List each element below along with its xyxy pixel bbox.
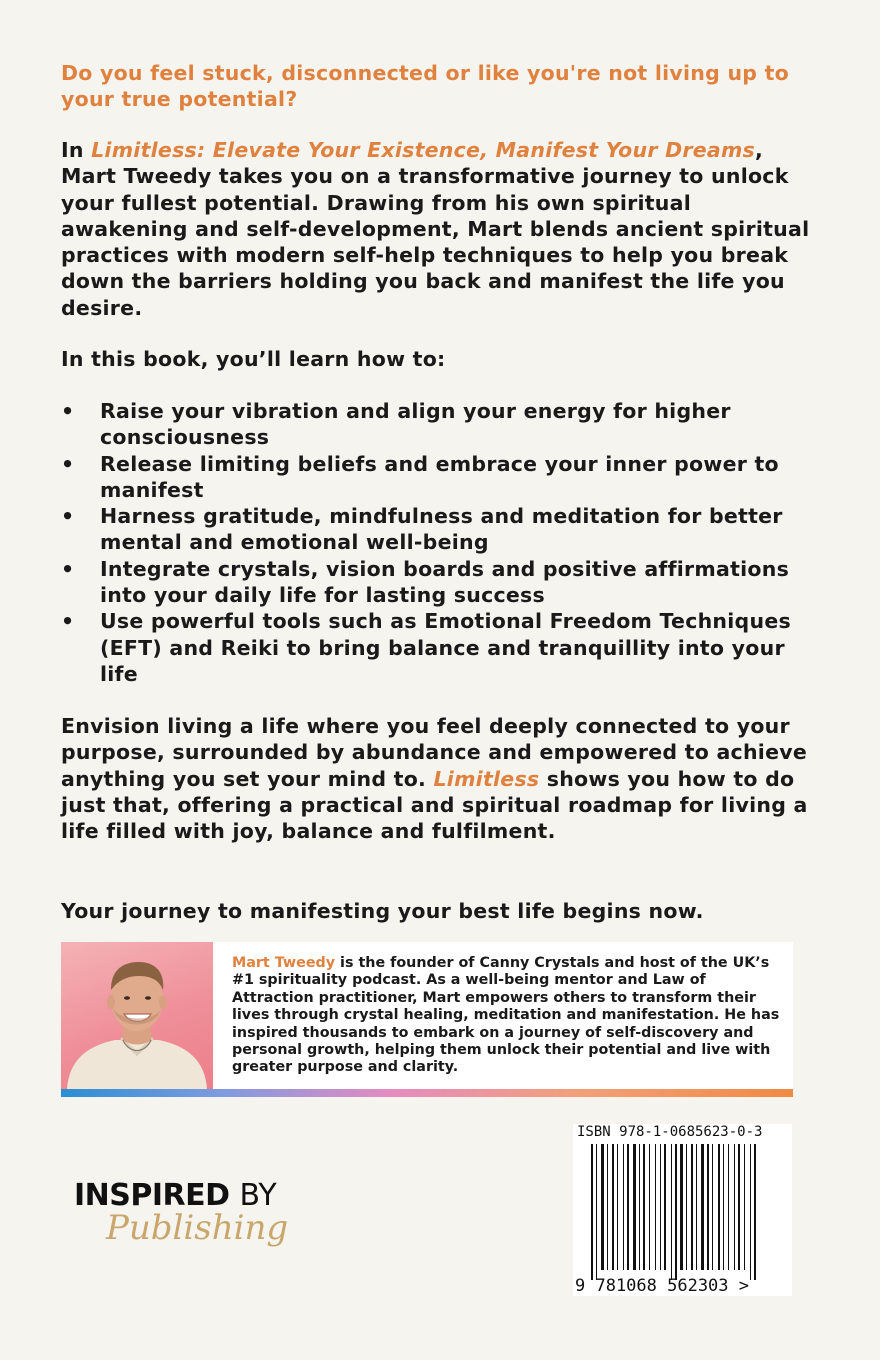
author-portrait-icon [61, 942, 213, 1089]
book-title: Limitless: Elevate Your Existence, Manifest Your Dreams [91, 138, 756, 162]
list-item-text: Harness gratitude, mindfulness and meditation for better mental and emotional well-being [100, 504, 783, 555]
barcode-icon [573, 1144, 792, 1280]
barcode-box [573, 1124, 792, 1296]
author-photo [61, 942, 213, 1089]
intro-lead: In [61, 138, 92, 162]
learn-intro: In this book, you’ll learn how to: [61, 347, 446, 371]
list-item [61, 398, 821, 451]
bullet-icon: • [61, 451, 75, 476]
author-box [61, 942, 793, 1097]
bullet-icon: • [61, 556, 75, 581]
publisher-line1-suffix: BY [239, 1178, 277, 1213]
isbn-label: ISBN 978-1-0685623-0-3 [577, 1124, 763, 1140]
bullet-icon: • [61, 609, 75, 634]
list-item [61, 556, 821, 609]
headline: Do you feel stuck, disconnected or like you're not living up to your true potential? [61, 61, 789, 112]
publisher-script: Publishing [106, 1208, 289, 1248]
intro-body: , Mart Tweedy takes you on a transformative journey to unlock your fullest potential. Drawing from his own spiritual awakening and self-development, Mart blends ancient spiritual practices with modern self-help techniques to help you break down the barriers holding you back and manifest the life you desire. [61, 138, 810, 320]
publisher-logo [74, 1178, 314, 1268]
author-bio-text: is the founder of Canny Crystals and host of the UK’s #1 spirituality podcast. As a well-being mentor and Law of Attraction practitioner, Mart empowers others to transform their lives through crystal healing, meditation and manifestation. He has inspired thousands to embark on a journey of self-discovery and personal growth, helping them unlock their potential and live with greater purpose and clarity. [232, 955, 780, 1076]
isbn-digits: 9 781068 562303 > [575, 1276, 749, 1296]
list-item-text: Use powerful tools such as Emotional Freedom Techniques (EFT) and Reiki to bring balance and tranquillity into your life [100, 609, 791, 686]
gradient-bar [61, 1089, 793, 1097]
list-item-text: Integrate crystals, vision boards and positive affirmations into your daily life for lasting success [100, 556, 790, 608]
bullet-icon: • [61, 504, 75, 529]
list-item-text: Release limiting beliefs and embrace your inner power to manifest [100, 451, 779, 502]
publisher-line1: INSPIRED [74, 1178, 230, 1213]
bullet-icon: • [61, 399, 75, 423]
list-item-text: Raise your vibration and align your energy for higher consciousness [100, 399, 731, 450]
closing-line: Your journey to manifesting your best life begins now. [61, 899, 704, 923]
envision-part2: shows you how to do just that, offering a practical and spiritual roadmap for living a life filled with joy, balance and fulfilment. [61, 766, 808, 844]
intro-paragraph [61, 137, 821, 321]
author-bio [232, 955, 792, 1077]
envision-part1: Envision living a life where you feel deeply connected to your purpose, surrounded by abundance and empowered to achieve anything you set your mind to. [61, 714, 807, 791]
envision-paragraph [61, 713, 821, 844]
book-title-short: Limitless [433, 766, 540, 791]
author-name: Mart Tweedy [232, 955, 336, 971]
list-item [61, 608, 821, 687]
list-item [61, 451, 821, 504]
list-item [61, 503, 821, 556]
benefits-list [61, 398, 821, 687]
